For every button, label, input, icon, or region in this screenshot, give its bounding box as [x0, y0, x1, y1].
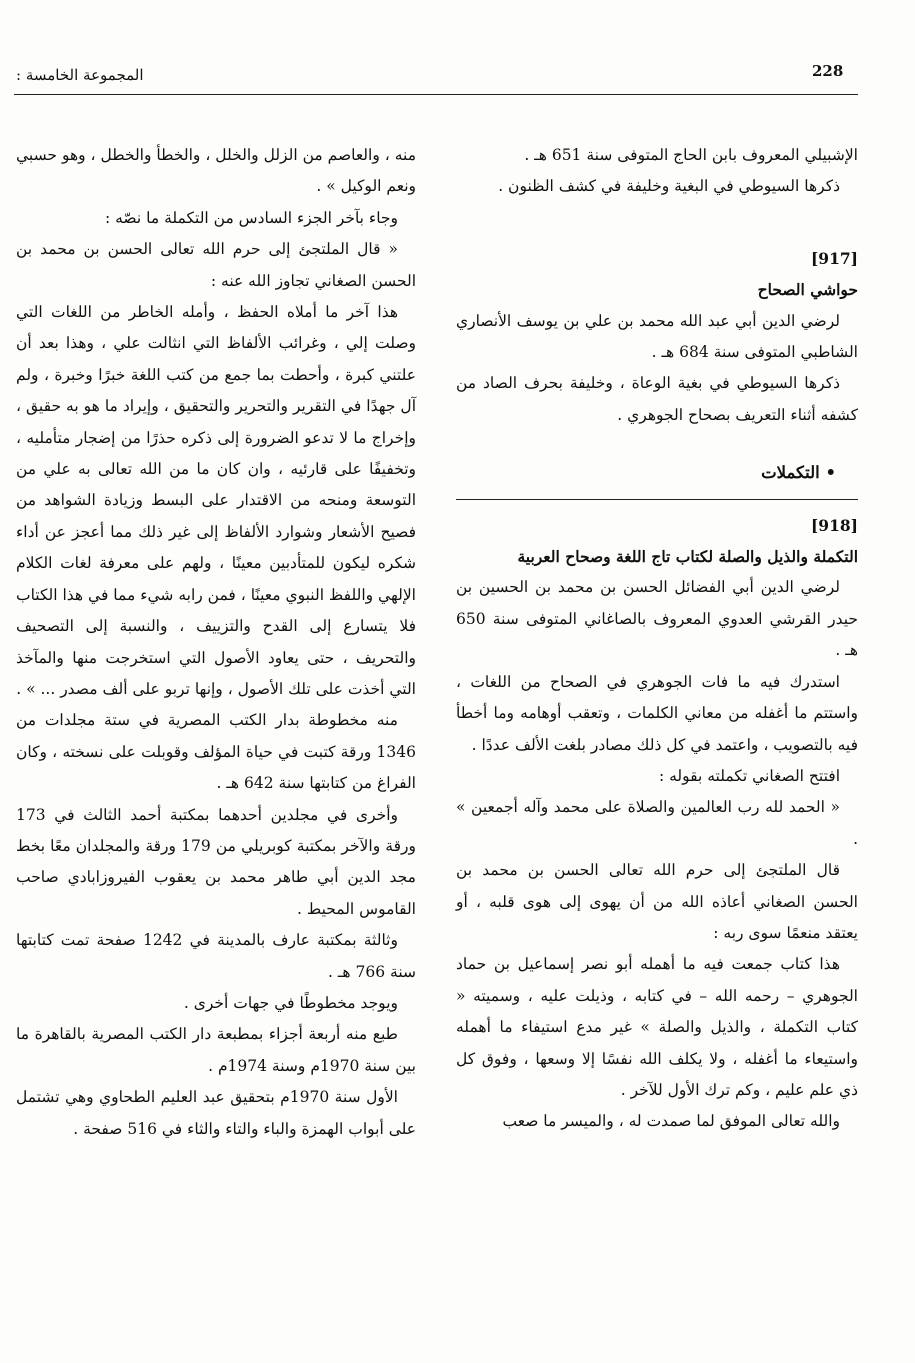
entry-title: التكملة والذيل والصلة لكتاب تاج اللغة وصحاح العربية [517, 547, 858, 567]
paragraph: وأخرى في مجلدين أحدهما بمكتبة أحمد الثالث في 173 ورقة والآخر بمكتبة كوبريلي من 179 ورقة والمجلدان معًا بخط مجد الدين أبي طاهر محمد بن يعقوب الفيروزابادي صاحب القاموس المحيط . [16, 805, 416, 918]
entry-title: حواشي الصحاح [757, 280, 858, 300]
right-column [456, 140, 858, 1138]
paragraph: وثالثة بمكتبة عارف بالمدينة في 1242 صفحة تمت كتابتها سنة 766 هـ . [16, 931, 416, 981]
paragraph: ذكرها السيوطي في البغية وخليفة في كشف الظنون . [498, 177, 840, 196]
paragraph: قال الملتجئ إلى حرم الله تعالى الحسن بن محمد بن الحسن الصغاني أعاذه الله من أن يهوى إلى هوى قلبه ، أو يعتقد منعمًا سوى ربه : [456, 861, 858, 942]
quote-paragraph: « قال الملتجئ إلى حرم الله تعالى الحسن بن محمد بن الحسن الصغاني تجاوز الله عنه : [16, 240, 416, 290]
paragraph: الأول سنة 1970م بتحقيق عبد العليم الطحاوي وهي تشتمل على أبواب الهمزة والباء والتاء والثاء في 516 صفحة . [16, 1088, 416, 1138]
entry-number: [917] [810, 248, 858, 268]
entry-number: [918] [810, 515, 858, 535]
paragraph: وجاء بآخر الجزء السادس من التكملة ما نصّه : [104, 208, 398, 227]
paragraph: طبع منه أربعة أجزاء بمطبعة دار الكتب المصرية بالقاهرة ما بين سنة 1970م وسنة 1974م . [16, 1025, 416, 1075]
page-number: 228 [812, 62, 844, 80]
paragraph: والله تعالى الموفق لما صمدت له ، والميسر ما صعب [502, 1112, 840, 1131]
quote-paragraph: هذا آخر ما أملاه الحفظ ، وأمله الخاطر من اللغات التي وصلت إلي ، وغرائب الألفاظ التي انثالت علي ، وهذا بعد أن علتني كبرة ، وأحطت بما جمع من كتب اللغة خبرًا وخبرة ، ولم آل جهدًا في التقرير والتحرير والتحقيق ، وإيراد ما هو به حقيق ، وإخراج ما لا تدعو الضرورة إلى ذكره حذرًا من إضجار متأمليه ، وتخفيفًا على قارئيه ، وان كان ما من الله تعالى به علي من التوسعة ومنحه من الاقتدار على البسط وزيادة الشواهد من فصيح الأشعار وشوارد الألفاظ إلى غير ذلك مما أعجز عن أداء شكره ليكون للمتأدبين معينًا ، ولهم على معرفة لغات الكلام الإلهي واللفظ النبوي معينًا ، فمن رابه شيء مما في هذا الكتاب فلا يتسارع إلى القدح والتزييف ، والنسبة إلى التصحيف والتحريف ، حتى يعاود الأصول التي استخرجت منها والمآخذ التي أخذت على تلك الأصول ، وإنها تربو على ألف مصدر ... » . [15, 303, 416, 698]
paragraph: ويوجد مخطوطًا في جهات أخرى . [183, 993, 398, 1012]
paragraph: منه ، والعاصم من الزلل والخلل ، والخطأ والخطل ، وهو حسبي ونعم الوكيل » . [16, 146, 416, 196]
paragraph: لرضي الدين أبي عبد الله محمد بن علي بن يوسف الأنصاري الشاطبي المتوفى سنة 684 هـ . [456, 311, 858, 362]
left-column [16, 140, 416, 1145]
paragraph: منه مخطوطة بدار الكتب المصرية في ستة مجلدات من 1346 ورقة كتبت في حياة المؤلف وقوبلت على نسخته ، وكان الفراغ من كتابتها سنة 642 هـ . [16, 711, 416, 793]
quote-paragraph: « الحمد لله رب العالمين والصلاة على محمد وآله أجمعين » . [456, 798, 858, 848]
section-title: • التكملات [761, 463, 836, 483]
section-rule [456, 499, 858, 500]
paragraph: ذكرها السيوطي في بغية الوعاة ، وخليفة بحرف الصاد من كشفه أثناء التعريف بصحاح الجوهري . [456, 374, 858, 424]
paragraph: هذا كتاب جمعت فيه ما أهمله أبو نصر إسماعيل بن حماد الجوهري – رحمه الله – في كتابه ، وذيلت عليه ، وسميته « كتاب التكملة ، والذيل والصلة » غير مدع استيفاء ما أهمله واستيعاء ما أغفله ، ولا يكلف الله نفسًا إلا وسعها ، وفوق كل ذي علم عليم ، وكم ترك الأول للآخر . [456, 955, 858, 1099]
paragraph: الإشبيلي المعروف بابن الحاج المتوفى سنة 651 هـ . [524, 146, 858, 164]
running-title: المجموعة الخامسة : [16, 66, 144, 84]
paragraph: لرضي الدين أبي الفضائل الحسن بن محمد بن الحسين بن حيدر القرشي العدوي المعروف بالصاغاني المتوفى سنة 650 هـ . [456, 578, 858, 660]
paragraph: استدرك فيه ما فات الجوهري في الصحاح من اللغات ، واستتم ما أغفله من معاني الكلمات ، وتعقب أوهامه وما أخطأ فيه بالتصويب ، واعتمد في كل ذلك مصادر بلغت الألف عددًا . [456, 672, 858, 754]
header-rule [14, 94, 858, 95]
paragraph: افتتح الصغاني تكملته بقوله : [658, 766, 840, 785]
